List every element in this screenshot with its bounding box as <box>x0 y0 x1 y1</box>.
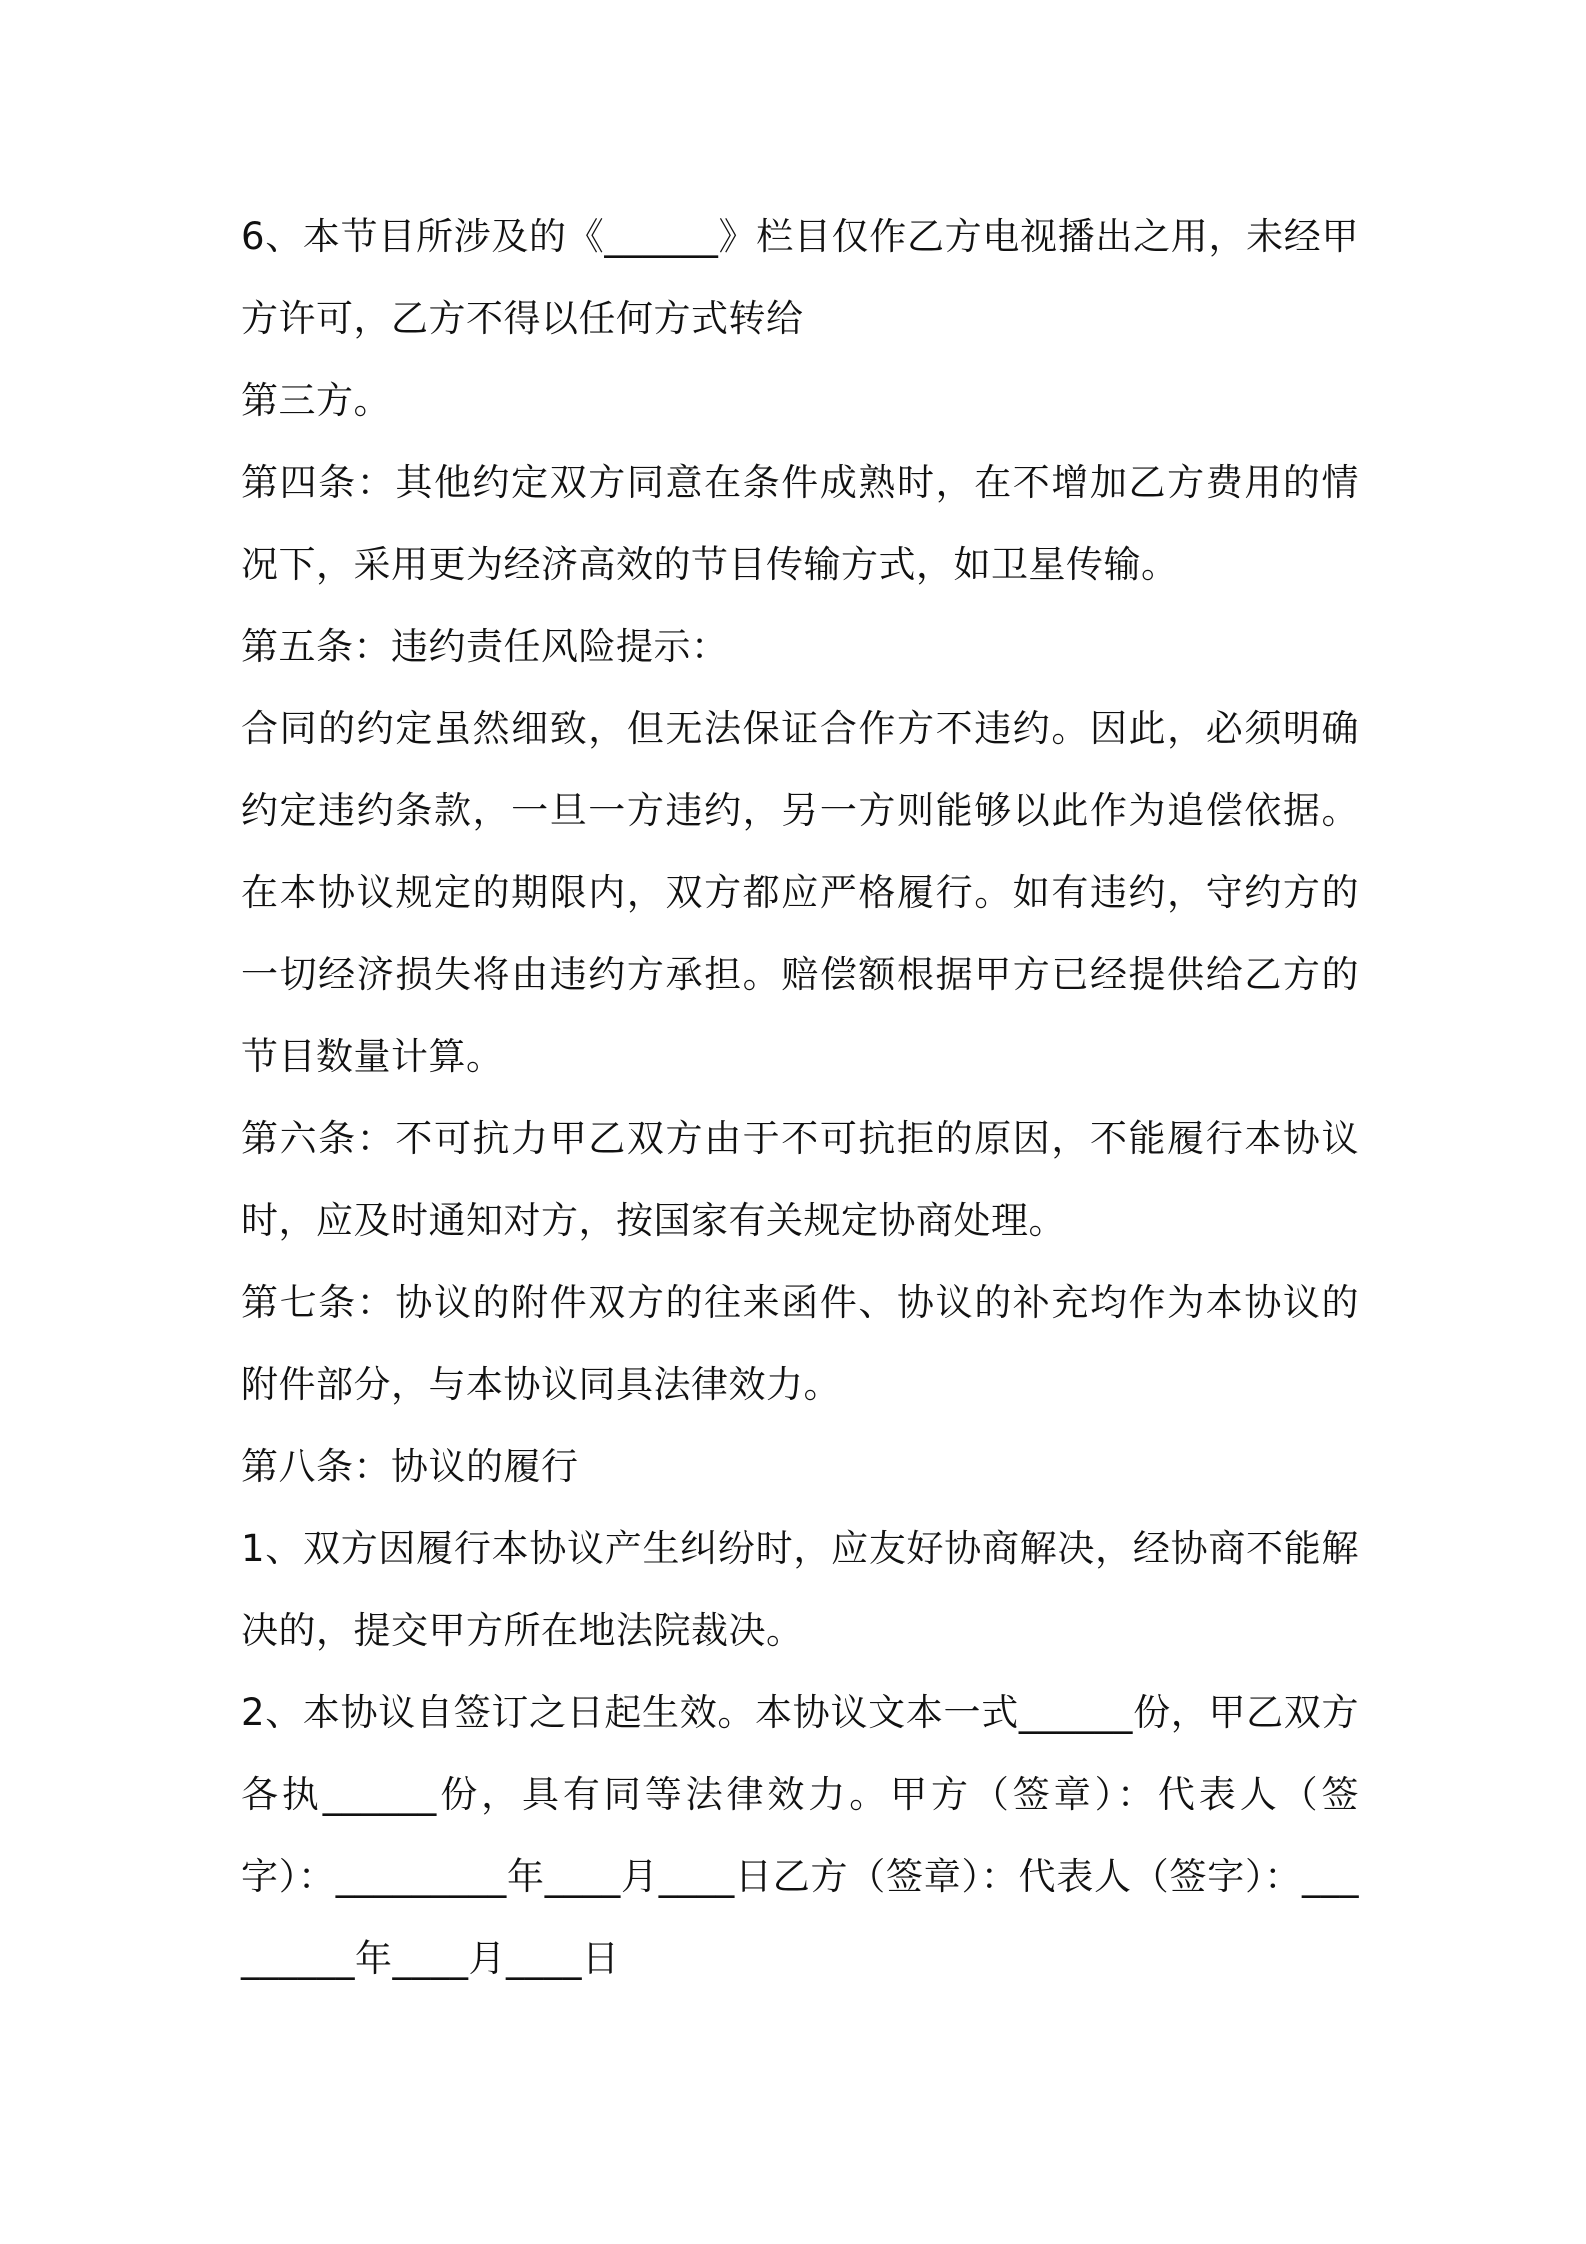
article-8-heading: 第八条：协议的履行 <box>241 1445 579 1488</box>
breach-paragraph: 合同的约定虽然细致，但无法保证合作方不违约。因此，必须明确约定违约条款，一旦一方违约，另一方则能够以此作为追偿依据。 在本协议规定的期限内，双方都应严格履行。如有违约，守约方的一切经济损失将由违约方承担。赔偿额根据甲方已经提供给乙方的节目数量计算。 <box>241 707 1384 1078</box>
article-4-paragraph: 第四条：其他约定双方同意在条件成熟时，在不增加乙方费用的情况下，采用更为经济高效的节目传输方式，如卫星传输。 <box>241 461 1359 586</box>
document-body <box>241 196 1384 2000</box>
article-5-heading: 第五条：违约责任风险提示： <box>241 625 729 668</box>
clause-6-paragraph: 6、本节目所涉及的《______》栏目仅作乙方电视播出之用，未经甲方许可，乙方不得以任何方式转给 <box>241 215 1359 340</box>
dispute-paragraph: 1、双方因履行本协议产生纠纷时，应友好协商解决，经协商不能解决的，提交甲方所在地法院裁决。 <box>241 1527 1359 1652</box>
article-6-paragraph: 第六条：不可抗力甲乙双方由于不可抗拒的原因，不能履行本协议时，应及时通知对方，按国家有关规定协商处理。 <box>241 1117 1359 1242</box>
article-7-paragraph: 第七条：协议的附件双方的往来函件、协议的补充均作为本协议的附件部分，与本协议同具法律效力。 <box>241 1281 1359 1406</box>
third-party-paragraph: 第三方。 <box>241 379 391 422</box>
signature-paragraph: 2、本协议自签订之日起生效。本协议文本一式______份，甲乙双方各执______份，具有同等法律效力。甲方（签章）：代表人（签字）：_________年____月____日乙方（签章）：代表人（签字）：_________年____月____日 <box>241 1691 1359 1980</box>
